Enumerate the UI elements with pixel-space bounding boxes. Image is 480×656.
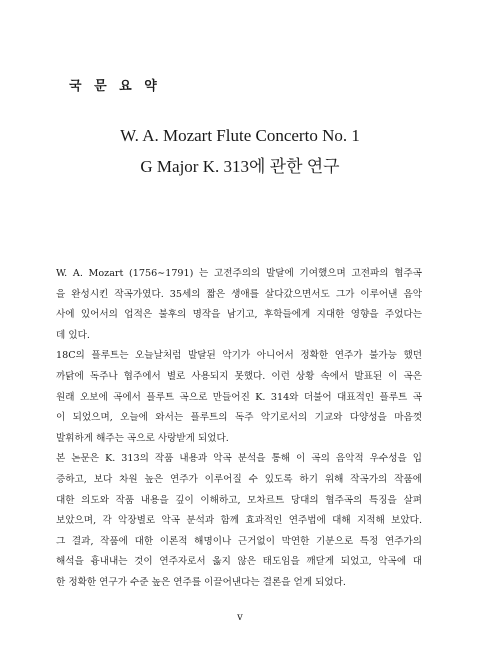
text-line: 대한 의도와 작품 내용을 깊이 이해하고, 모차르트 당대의 협주곡의 특징을 살펴 [56,494,422,506]
text-line: 사에 있어서의 업적은 불후의 명작을 남기고, 후학들에게 지대한 영향을 주었다는 [56,309,422,321]
text-line: 증하고, 보다 차원 높은 연주가 이루어질 수 있도록 하기 위해 작곡가의 작품에 [56,473,422,485]
text-line: 이 되었으며, 오늘에 와서는 플루트의 독주 악기로서의 기교와 다양성을 마음껏 [56,412,422,424]
text-line: 보았으며, 각 악장별로 악곡 분석과 함께 효과적인 연주법에 대해 지적해 보았다. [56,515,422,527]
text-line: 해석을 흉내내는 것이 연주자로서 옳지 않은 태도임을 깨닫게 되었고, 악곡에 대 [56,556,422,568]
section-heading: 국 문 요 약 [69,79,161,94]
text-line: 발휘하게 해주는 곡으로 사랑받게 되었다. [56,432,229,444]
text-line: 그 결과, 작품에 대한 이론적 해명이나 근거없이 막연한 기분으로 특정 연주가의 [56,535,422,547]
text-line: 을 완성시킨 작곡가였다. 35세의 짧은 생애를 살다갔으면서도 그가 이루어낸 음악 [56,288,422,300]
text-line: 본 논문은 K. 313의 작품 내용과 악곡 분석을 통해 이 곡의 음악적 우수성을 입 [56,453,422,465]
text-line: W. A. Mozart (1756∼1791) 는 고전주의의 발달에 기여했으며 고전파의 협주곡 [56,268,422,279]
paragraph-2 [56,346,422,449]
text-line: 18C의 플루트는 오늘날처럼 발달된 악기가 아니어서 정확한 연주가 불가능 했던 [56,350,422,362]
paragraph-3 [56,449,422,593]
text-line: 데 있다. [56,329,90,341]
abstract-body [56,264,422,594]
paragraph-1 [56,264,422,346]
text-line: 한 정확한 연구가 수준 높은 연주를 이끌어낸다는 결론을 얻게 되었다. [56,576,346,588]
text-line: 원래 오보에 곡에서 플루트 곡으로 만들어진 K. 314와 더불어 대표적인 플루트 곡 [56,391,422,403]
title-line-1: W. A. Mozart Flute Concerto No. 1 [120,126,360,145]
text-line: 까닭에 독주나 협주에서 별로 사용되지 못했다. 이런 상황 속에서 발표된 이 곡은 [56,370,422,382]
title-line-2: G Major K. 313에 관한 연구 [140,157,340,176]
page-number: v [237,612,243,623]
